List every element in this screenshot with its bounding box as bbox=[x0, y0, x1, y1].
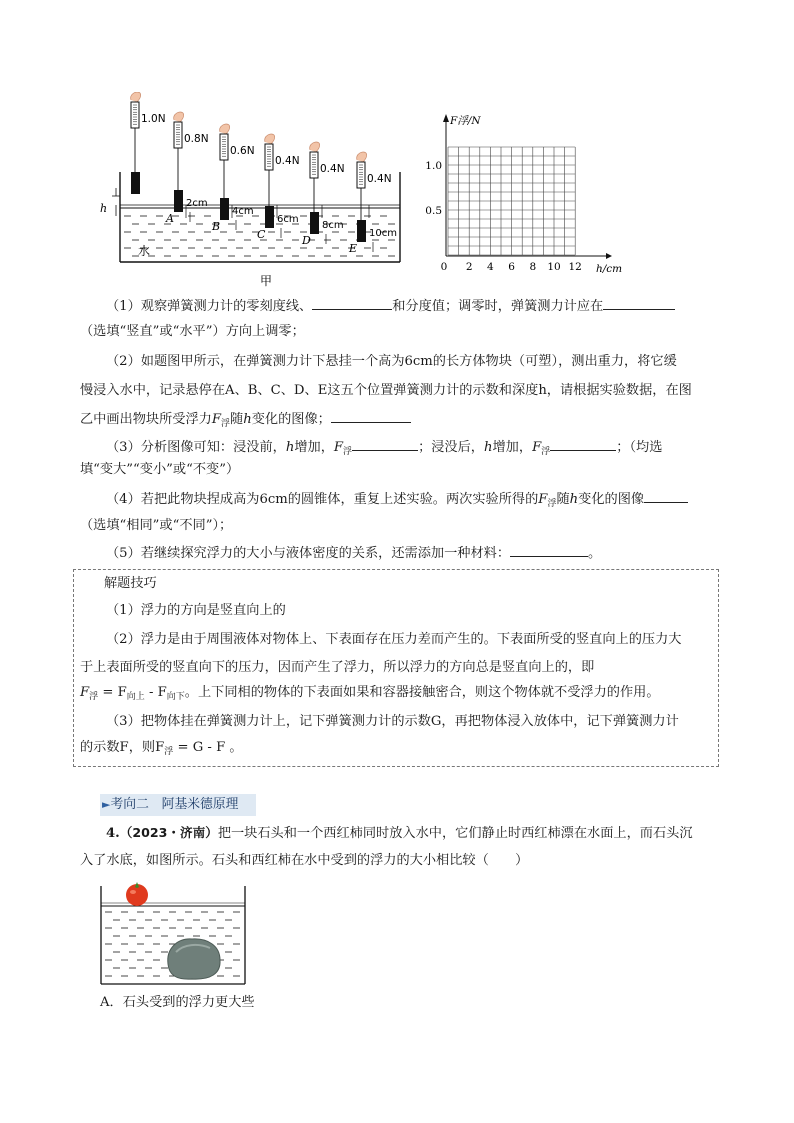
section-label: 考向二 阿基米德原理 bbox=[110, 797, 239, 812]
tips-title: 解题技巧 bbox=[104, 576, 157, 591]
x-tick-label: 8 bbox=[529, 261, 537, 273]
blank bbox=[644, 489, 688, 503]
point-label: C bbox=[257, 228, 266, 241]
stone-icon bbox=[168, 939, 220, 979]
spring-scale-4 bbox=[257, 134, 300, 241]
depth-label: 2cm bbox=[186, 198, 208, 209]
buoyancy-graph bbox=[425, 114, 622, 275]
spring-scale-5 bbox=[301, 142, 345, 247]
depth-label: 8cm bbox=[322, 220, 344, 231]
question-1-line1: （1）观察弹簧测力计的零刻度线、 和分度值；调零时，弹簧测力计应在 bbox=[80, 296, 746, 317]
point-label: A bbox=[166, 212, 174, 225]
blank bbox=[331, 409, 411, 423]
tips-box bbox=[73, 569, 719, 767]
gauge-reading: 0.4N bbox=[275, 155, 300, 167]
blank bbox=[352, 437, 418, 451]
x-axis-label: h/cm bbox=[596, 263, 623, 275]
gauge-reading: 0.8N bbox=[184, 133, 209, 145]
tomato-stone-figure bbox=[100, 876, 246, 988]
svg-text:h: h bbox=[100, 202, 108, 215]
y-axis-label: F浮/N bbox=[450, 115, 481, 127]
blank bbox=[603, 296, 675, 310]
tip-2-line3: $F_浮 = F_{向上} - F_{向下}$。上下同相的物体的下表面如果和容器接触密合，则这个物体就不受浮力的作用。 bbox=[80, 685, 660, 702]
figure-a-caption: 甲 bbox=[260, 274, 273, 288]
h-marker bbox=[100, 188, 120, 216]
tip-2-line2: 于上表面所受的竖直向下的压力，因而产生了浮力，所以浮力的方向总是竖直向上的，即 bbox=[80, 660, 595, 675]
depth-label: 4cm bbox=[232, 206, 254, 217]
x-tick-label: 12 bbox=[568, 261, 582, 273]
y-tick-label: 1.0 bbox=[425, 160, 442, 172]
depth-label: 6cm bbox=[277, 214, 299, 225]
question-2-line3: 乙中画出物块所受浮力$F_浮$随h变化的图像； bbox=[80, 409, 720, 434]
question-2-line1: （2）如题图甲所示，在弹簧测力计下悬挂一个高为6cm的长方体物块（可塑），测出重力，将它缓 bbox=[106, 354, 677, 369]
x-tick-label: 6 bbox=[508, 261, 515, 273]
gauge-reading: 1.0N bbox=[141, 113, 166, 125]
blank bbox=[312, 296, 392, 310]
y-axis-arrow bbox=[443, 114, 449, 122]
x-tick-label: 10 bbox=[547, 261, 561, 273]
spring-scale-6 bbox=[348, 152, 397, 255]
experiment-figure bbox=[98, 92, 628, 292]
question-4-line1: （4）若把此物块捏成高为6cm的圆锥体，重复上述实验。两次实验所得的$F_浮$随h变化的图像 bbox=[80, 489, 746, 514]
tip-3-line2: 的示数F，则$F_浮 = G - F$ 。 bbox=[80, 740, 243, 757]
question-3-line1: （3）分析图像可知：浸没前，h增加，$F_浮$ ；浸没后，h增加，$F_浮$ ；（均选 bbox=[80, 437, 746, 462]
question-1-line2: （选填“竖直”或“水平”）方向上调零； bbox=[80, 324, 305, 339]
gauge-reading: 0.4N bbox=[367, 173, 392, 185]
point-label: B bbox=[212, 220, 221, 233]
question-5: （5）若继续探究浮力的大小与液体密度的关系，还需添加一种材料： 。 bbox=[80, 543, 746, 564]
question-2-line2: 慢浸入水中，记录悬停在A、B、C、D、E这五个位置弹簧测力计的示数和深度h，请根据实验数据，在图 bbox=[80, 383, 692, 398]
blank bbox=[550, 437, 616, 451]
question-4-line2: （选填“相同”或“不同”）； bbox=[80, 518, 233, 533]
water-label: 水 bbox=[138, 244, 151, 258]
q4-line2: 入了水底，如图所示。石头和西红柿在水中受到的浮力的大小相比较（ ） bbox=[80, 853, 529, 868]
gauge-reading: 0.6N bbox=[230, 145, 255, 157]
x-tick-label: 0 bbox=[440, 261, 448, 273]
q4-option-a: A．石头受到的浮力更大些 bbox=[100, 995, 255, 1010]
spring-scale-1 bbox=[131, 92, 166, 194]
blank bbox=[510, 543, 588, 557]
spring-scale-3 bbox=[211, 124, 255, 233]
point-label: D bbox=[302, 234, 311, 247]
question-3-line2: 填“变大”“变小”或“不变”） bbox=[80, 462, 240, 477]
gauge-reading: 0.4N bbox=[320, 163, 345, 175]
triangle-icon: ► bbox=[102, 798, 111, 811]
tomato-icon bbox=[126, 882, 148, 906]
x-tick-label: 4 bbox=[487, 261, 494, 273]
x-tick-label: 2 bbox=[465, 261, 473, 273]
section-header bbox=[100, 794, 256, 816]
point-label: E bbox=[349, 242, 358, 255]
y-tick-label: 0.5 bbox=[425, 205, 442, 217]
x-axis-arrow bbox=[606, 253, 612, 259]
depth-label: 10cm bbox=[369, 228, 397, 239]
tip-3-line1: （3）把物体挂在弹簧测力计上，记下弹簧测力计的示数G，再把物体浸入放体中，记下弹簧测力计 bbox=[106, 714, 679, 729]
tip-2-line1: （2）浮力是由于周围液体对物体上、下表面存在压力差而产生的。下表面所受的竖直向上的压力大 bbox=[106, 632, 682, 647]
q4-line1: 4.（2023・济南）把一块石头和一个西红柿同时放入水中，它们静止时西红柿漂在水面上，而石头沉 bbox=[106, 825, 693, 841]
tip-1: （1）浮力的方向是竖直向上的 bbox=[106, 603, 286, 618]
